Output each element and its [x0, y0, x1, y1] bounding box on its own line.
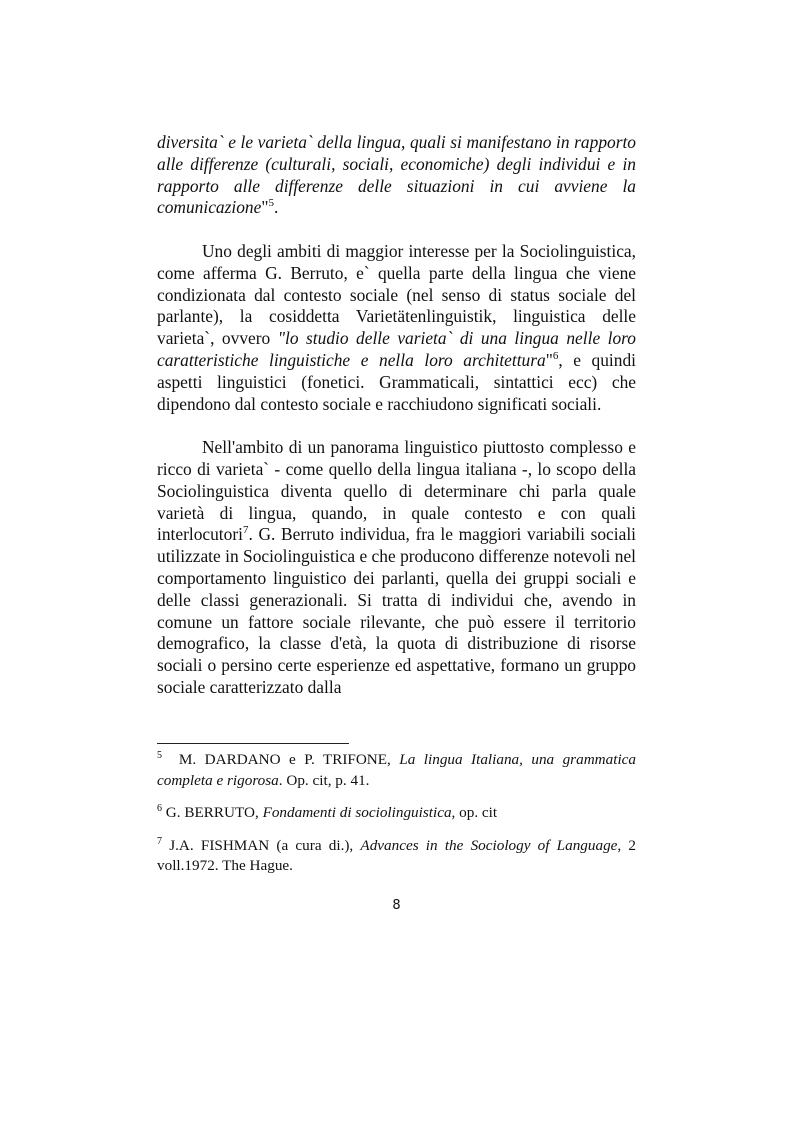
- footnote-6: $^6$ G. BERRUTO, Fondamenti di sociolinguistica, op. cit: [157, 802, 498, 821]
- paragraph-3: Nell'ambito di un panorama linguistico piuttosto complesso e ricco di varieta` - come quello della lingua italiana -, lo scopo della Sociolinguistica diventa quello di determinare chi parla quale varietà di lingua, quando, in quale contesto e con quali interlocutori$^7$. G. Berruto individua, fra le maggiori variabili sociali utilizzate in Sociolinguistica e che producono differenze notevoli nel comportamento linguistico dei parlanti, quella dei gruppi sociali e delle classi generazionali. Si tratta di individui che, avendo in comune un fattore sociale rilevante, che può essere il territorio demografico, la classe d'età, la quota di distribuzione di risorse sociali o persino certe esperienze ed aspettative, formano un gruppo sociale caratterizzato dalla: [157, 437, 636, 697]
- quotation: "lo studio delle varieta` di una lingua nelle loro caratteristiche linguistiche e nella loro architettura: [157, 328, 636, 370]
- footnotes: [157, 750, 636, 889]
- paragraph-1: diversita` e le varieta` della lingua, quali si manifestano in rapporto alle differenze (culturali, sociali, economiche) degli individui e in rapporto alle differenze delle situazioni in cui avviene la comunicazione"$^5$.: [157, 132, 636, 218]
- footnote-ref-6[interactable]: 6: [552, 350, 559, 363]
- footnote-ref-5[interactable]: 5: [268, 197, 274, 210]
- body-text: [157, 132, 636, 699]
- footnote-ref-7[interactable]: 7: [242, 524, 249, 537]
- paragraph-2: Uno degli ambiti di maggior interesse per la Sociolinguistica, come afferma G. Berruto, e` quella parte della lingua che viene condizionata dal contesto sociale (nel senso di status sociale del parlante), la cosiddetta Varietätenlinguistik, linguistica delle varieta`, ovvero "lo studio delle varieta` di una lingua nelle loro caratteristiche linguistiche e nella loro architettura"$^6$, e quindi aspetti linguistici (fonetici. Grammaticali, sintattici ecc) che dipendono dal contesto sociale e racchiudono significati sociali.: [157, 240, 636, 414]
- footnote-5: $^5$ M. DARDANO e P. TRIFONE, La lingua Italiana, una grammatica completa e rigorosa. Op. cit, p. 41.: [157, 749, 636, 789]
- footnote-7: $^7$ J.A. FISHMAN (a cura di.), Advances in the Sociology of Language, 2 voll.1972. The Hague.: [157, 835, 637, 874]
- quotation: diversita` e le varieta` della lingua, quali si manifestano in rapporto alle differenze (culturali, sociali, economiche) degli individui e in rapporto alle differenze delle situazioni in cui avviene la comunicazione: [157, 132, 636, 218]
- footnote-separator: [157, 743, 349, 744]
- page-number: 8: [392, 898, 401, 913]
